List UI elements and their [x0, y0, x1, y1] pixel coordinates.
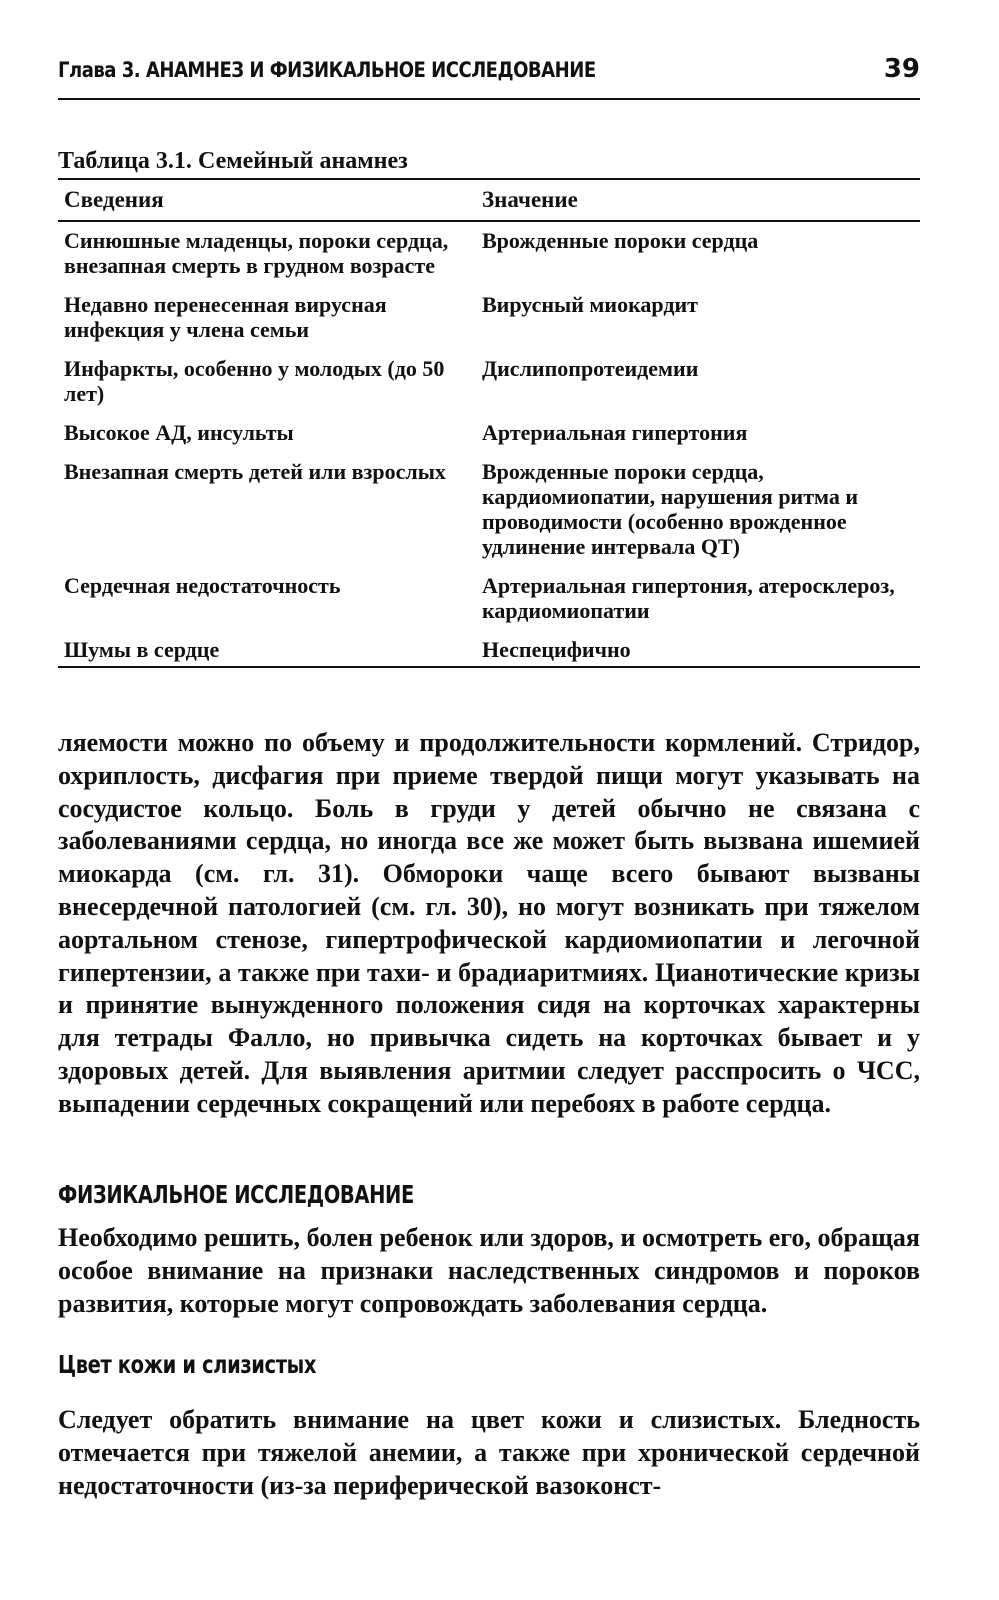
table-row	[58, 573, 920, 623]
running-title: Глава 3. АНАМНЕЗ И ФИЗИКАЛЬНОЕ ИССЛЕДОВАНИЕ	[58, 58, 596, 82]
table-cell-meaning: Артериальная гипертония	[482, 420, 748, 445]
column-header-info: Сведения	[64, 187, 164, 212]
table-cell-info: Недавно перенесенная вирусная инфекция у члена семьи	[64, 292, 387, 342]
table-cell-meaning: Артериальная гипертония, атеросклероз, кардиомиопатии	[482, 573, 895, 623]
table-cell-info: Высокое АД, инсульты	[64, 420, 294, 445]
table-row	[58, 292, 920, 342]
table-cell-info: Синюшные младенцы, пороки сердца, внезапная смерть в грудном возрасте	[64, 228, 449, 278]
table-caption	[58, 146, 920, 180]
table-cell-meaning: Дислипопротеидемии	[482, 356, 699, 381]
table-cell-info: Шумы в сердце	[64, 637, 220, 662]
column-header-meaning: Значение	[482, 187, 578, 212]
table-row	[58, 228, 920, 278]
table-cell-info: Сердечная недостаточность	[64, 573, 341, 598]
table-cell-info: Инфаркты, особенно у молодых (до 50 лет)	[64, 356, 445, 406]
family-history-table	[58, 146, 920, 668]
section-heading-physical-exam: ФИЗИКАЛЬНОЕ ИССЛЕДОВАНИЕ	[58, 1180, 414, 1209]
body-paragraph: Следует обратить внимание на цвет кожи и слизистых. Бледность отмечается при тяжелой анемии, а также при хронической сердечной недостаточности (из-за периферической вазоконст-	[58, 1405, 920, 1500]
table-row	[58, 637, 920, 662]
table-row	[58, 356, 920, 406]
table-cell-meaning: Врожденные пороки сердца, кардиомиопатии, нарушения ритма и проводимости (особенно врожденное удлинение интервала QT)	[482, 459, 859, 559]
table-cell-meaning: Неспецифично	[482, 637, 631, 662]
table-row	[58, 420, 920, 445]
table-caption-title: Семейный анамнез	[197, 148, 408, 174]
table-cell-meaning: Вирусный миокардит	[482, 292, 698, 317]
table-caption-label: Таблица 3.1.	[58, 148, 192, 174]
table-cell-info: Внезапная смерть детей или взрослых	[64, 459, 446, 484]
page-number: 39	[883, 54, 920, 84]
table-body	[58, 222, 920, 668]
table-row	[58, 459, 920, 559]
table-header-row	[58, 180, 920, 222]
body-paragraph: ляемости можно по объему и продолжительности кормлений. Стридор, охриплость, дисфагия при приеме твердой пищи могут указывать на сосудистое кольцо. Боль в груди у детей обычно не связана с заболеваниями сердца, но иногда все же может быть вызвана ишемией миокарда (см. гл. 31). Обмороки чаще всего бывают вызваны внесердечной патологией (см. гл. 30), но могут возникать при тяжелом аортальном стенозе, гипертрофической кардиомиопатии и легочной гипертензии, а также при тахи- и брадиаритмиях. Цианотические кризы и принятие вынужденного положения сидя на корточках характерны для тетрады Фалло, но привычка сидеть на корточках бывает и у здоровых детей. Для выявления аритмии следует расспросить о ЧСС, выпадении сердечных сокращений или перебоях в работе сердца.	[58, 728, 920, 1118]
running-head	[58, 54, 920, 100]
table-cell-meaning: Врожденные пороки сердца	[482, 228, 759, 253]
body-paragraph: Необходимо решить, болен ребенок или здоров, и осмотреть его, обращая особое внимание на признаки наследственных синдромов и пороков развития, которые могут сопровождать заболевания сердца.	[58, 1223, 920, 1318]
subsection-heading-skin-color: Цвет кожи и слизистых	[58, 1350, 317, 1379]
